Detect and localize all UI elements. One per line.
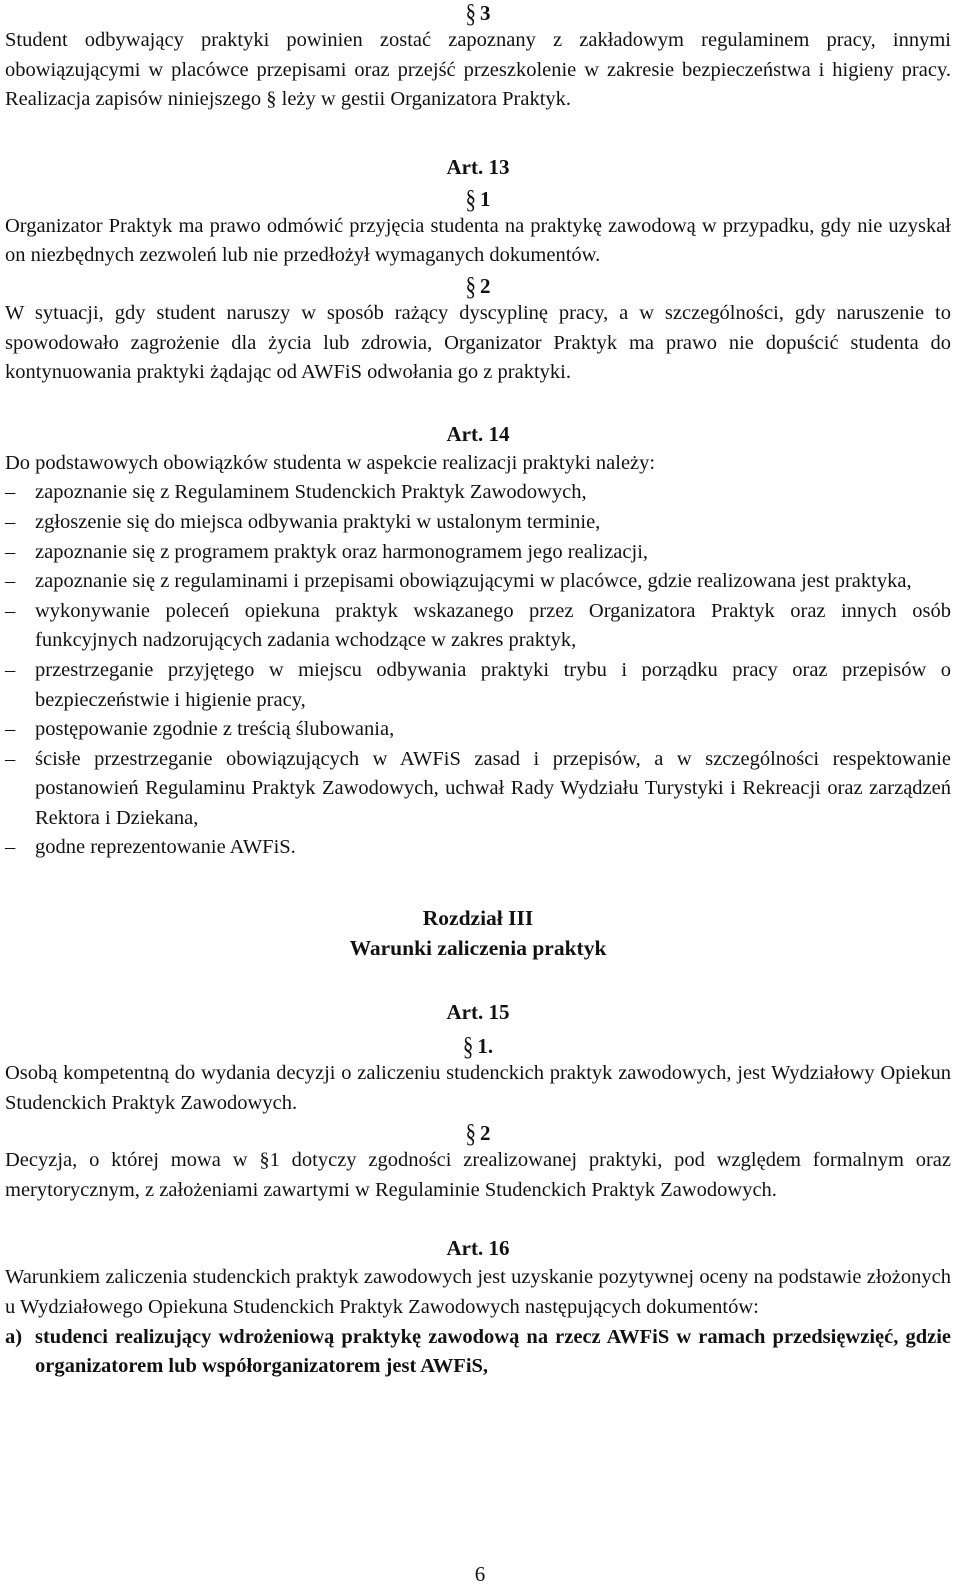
dash-bullet: – [5, 510, 16, 533]
paragraph: W sytuacji, gdy student naruszy w sposób rażący dyscyplinę pracy, a w szczególności, gdy naruszenie to spowodowało zagrożenie dla życia lub zdrowia, Organizator Praktyk ma prawo nie dopuścić studenta do kontynuowania praktyki żądając od AWFiS odwołania go z praktyki. [5, 301, 951, 384]
section-heading [5, 270, 951, 301]
list-item [5, 538, 951, 568]
list-item-text: wykonywanie poleceń opiekuna praktyk wskazanego przez Organizatora Praktyk oraz innych osób funkcyjnych nadzorujących zadania wchodzące w zakres praktyk, [35, 599, 951, 652]
chapter-title: Rozdział III [422, 906, 534, 931]
section-number: 2 [480, 1121, 491, 1146]
dash-bullet: – [5, 836, 16, 859]
paragraph: Osobą kompetentną do wydania decyzji o zaliczeniu studenckich praktyk zawodowych, jest Wydziałowy Opiekun Studenckich Praktyk Zawodowych. [5, 1062, 951, 1114]
section-number: 1 [480, 186, 491, 211]
list-item [5, 833, 951, 863]
paragraph: Warunkiem zaliczenia studenckich praktyk zawodowych jest uzyskanie pozytywnej oceny na podstawie złożonych u Wydziałowego Opiekuna Studenckich Praktyk Zawodowych następujących dokumentów: [5, 1266, 951, 1319]
article-heading: Art. 15 [446, 1000, 510, 1025]
list-item-text: godne reprezentowanie AWFiS. [35, 836, 296, 859]
dash-bullet: – [5, 570, 16, 593]
list-item [5, 656, 951, 715]
section-heading [5, 0, 951, 26]
section-heading [5, 1031, 951, 1062]
document-page [5, 0, 951, 1382]
list-item-text: zapoznanie się z Regulaminem Studenckich Praktyk Zawodowych, [35, 481, 587, 504]
section-number: 3 [480, 1, 491, 25]
dash-bullet: – [5, 747, 16, 770]
section-number: 2 [480, 273, 491, 298]
dash-bullet: – [5, 658, 16, 681]
list-item-text: studenci realizujący wdrożeniową praktykę zawodową na rzecz AWFiS w ramach przedsięwzięć, gdzie organizatorem lub współorganizatorem jest AWFiS, [35, 1325, 951, 1378]
section-symbol: § [465, 270, 476, 301]
section-symbol: § [465, 0, 476, 28]
list-item-text: ścisłe przestrzeganie obowiązujących w AWFiS zasad i przepisów, a w szczególności respektowanie postanowień Regulaminu Praktyk Zawodowych, uchwał Rady Wydziału Turystyki i Rekreacji oraz zarządzeń Rektora i Dziekana, [35, 747, 951, 829]
dash-bullet: – [5, 599, 16, 622]
list-intro: Do podstawowych obowiązków studenta w aspekcie realizacji praktyki należy: [5, 451, 656, 474]
list-item-text: zapoznanie się z programem praktyk oraz harmonogramem jego realizacji, [35, 540, 649, 563]
article-heading: Art. 16 [446, 1236, 510, 1261]
list-item [5, 478, 951, 508]
list-item [5, 1323, 951, 1382]
dash-bullet: – [5, 718, 16, 741]
section-heading [5, 183, 951, 214]
section-number: 1. [477, 1034, 494, 1059]
article-heading: Art. 14 [446, 421, 510, 446]
paragraph: Decyzja, o której mowa w §1 dotyczy zgodności zrealizowanej praktyki, pod względem formalnym oraz merytorycznym, z założeniami zawartymi w Regulaminie Studenckich Praktyk Zawodowych. [5, 1149, 951, 1201]
section-symbol: § [465, 1118, 476, 1149]
obligations-list [5, 478, 951, 863]
list-item-text: zgłoszenie się do miejsca odbywania praktyki w ustalonym terminie, [35, 510, 601, 533]
section-heading [5, 1118, 951, 1149]
list-item [5, 597, 951, 656]
dash-bullet: – [5, 540, 16, 563]
section-symbol: § [465, 183, 476, 214]
list-item [5, 745, 951, 834]
documents-list [5, 1323, 951, 1382]
paragraph: Organizator Praktyk ma prawo odmówić przyjęcia studenta na praktykę zawodową w przypadku, gdy nie uzyskał on niezbędnych zezwoleń lub nie przedłożył wymaganych dokumentów. [5, 214, 951, 267]
list-item [5, 715, 951, 745]
page-number: 6 [474, 1562, 486, 1586]
list-item [5, 508, 951, 538]
dash-bullet: – [5, 481, 16, 504]
list-marker: a) [5, 1325, 23, 1348]
list-item-text: przestrzeganie przyjętego w miejscu odbywania praktyki trybu i porządku pracy oraz przepisów o bezpieczeństwie i higienie pracy, [35, 658, 951, 711]
list-item-text: zapoznanie się z regulaminami i przepisami obowiązującymi w placówce, gdzie realizowana jest praktyka, [35, 570, 912, 593]
paragraph: Student odbywający praktyki powinien zostać zapoznany z zakładowym regulaminem pracy, innymi obowiązującymi w placówce przepisami oraz przejść przeszkolenie w zakresie bezpieczeństwa i higieny pracy. Realizacja zapisów niniejszego § leży w gestii Organizatora Praktyk. [5, 29, 951, 111]
list-item [5, 567, 951, 597]
chapter-subtitle: Warunki zaliczenia praktyk [349, 936, 607, 961]
list-item-text: postępowanie zgodnie z treścią ślubowania, [35, 718, 395, 741]
article-heading: Art. 13 [446, 154, 510, 179]
section-symbol: § [462, 1031, 474, 1062]
